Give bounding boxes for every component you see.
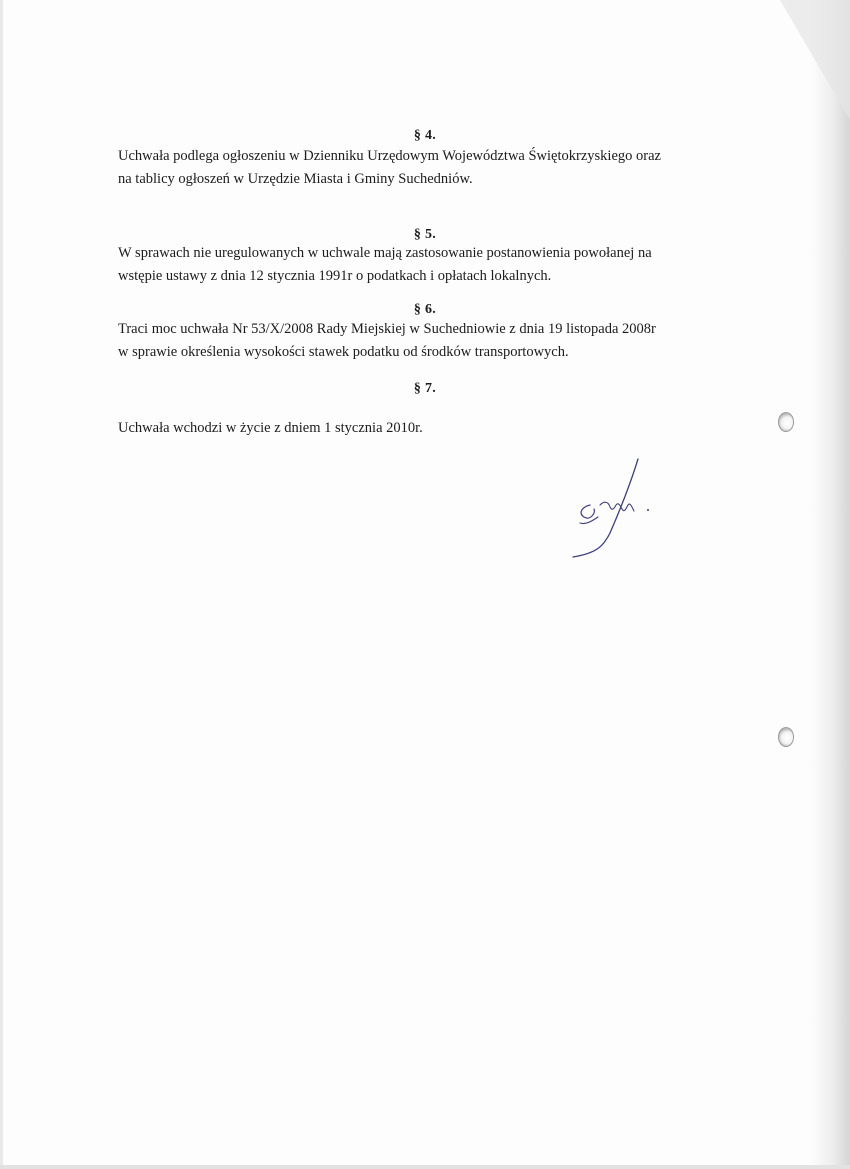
- punch-hole-icon: [778, 412, 794, 432]
- section-text-4: [118, 145, 768, 191]
- section-heading-6: § 6.: [413, 302, 437, 317]
- section-text-5: [118, 242, 768, 288]
- punch-hole-icon: [778, 727, 794, 747]
- section-4-line-1: Uchwała podlega ogłoszeniu w Dzienniku Urzędowym Województwa Świętokrzyskiego oraz: [118, 148, 661, 164]
- section-heading-4: § 4.: [413, 128, 437, 143]
- section-5-line-1: W sprawach nie uregulowanych w uchwale mają zastosowanie postanowienia powołanej na: [118, 245, 652, 261]
- scan-corner-fold: [780, 0, 850, 120]
- signature-icon: [560, 455, 670, 565]
- section-text-7: [118, 417, 768, 440]
- scan-bottom-edge: [0, 1165, 850, 1169]
- section-6-line-2: w sprawie określenia wysokości stawek podatku od środków transportowych.: [118, 344, 569, 360]
- section-7-line-1: Uchwała wchodzi w życie z dniem 1 stycznia 2010r.: [118, 420, 423, 436]
- section-heading-7: § 7.: [413, 381, 437, 396]
- section-heading-5: § 5.: [413, 227, 437, 242]
- section-5-line-2: wstępie ustawy z dnia 12 stycznia 1991r o podatkach i opłatach lokalnych.: [118, 268, 552, 284]
- scan-left-edge: [0, 0, 3, 1169]
- section-4-line-2: na tablicy ogłoszeń w Urzędzie Miasta i Gminy Suchedniów.: [118, 171, 473, 187]
- scan-right-edge-shadow: [810, 0, 850, 1169]
- section-text-6: [118, 318, 768, 364]
- section-6-line-1: Traci moc uchwała Nr 53/X/2008 Rady Miejskiej w Suchedniowie z dnia 19 listopada 2008r: [118, 321, 656, 337]
